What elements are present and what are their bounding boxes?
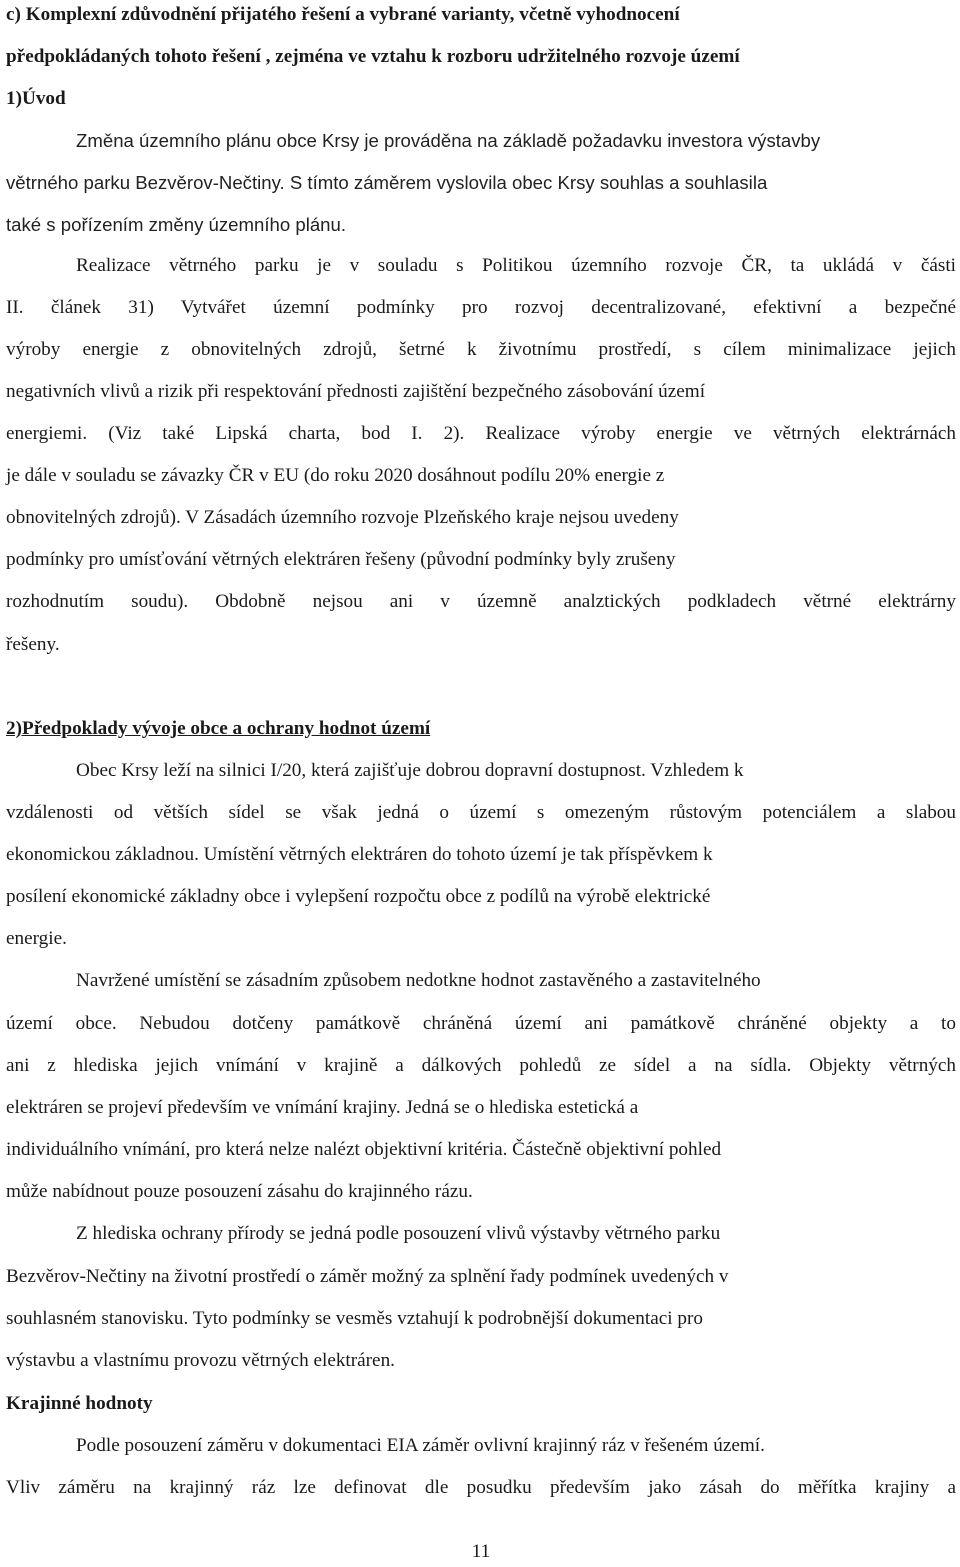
section-1-para-1-line: také s pořízením změny územního plánu. [6, 214, 347, 235]
landscape-para-line: Vliv záměru na krajinný ráz lze definovat dle posudku především jako zásah do měřítka krajiny a [6, 1477, 956, 1498]
subheading-landscape: Krajinné hodnoty [6, 1393, 153, 1414]
section-2-para-2-line: individuálního vnímání, pro která nelze nalézt objektivní kritéria. Částečně objektivní pohled [6, 1139, 722, 1160]
section-2-title: 2)Předpoklady vývoje obce a ochrany hodnot území [6, 718, 431, 739]
section-1-para-2-line: výroby energie z obnovitelných zdrojů, šetrné k životnímu prostředí, s cílem minimalizace jejich [6, 339, 956, 360]
section-1-para-2-line: negativních vlivů a rizik při respektování přednosti zajištění bezpečného zásobování území [6, 381, 706, 402]
section-1-para-2-line: Realizace větrného parku je v souladu s Politikou územního rozvoje ČR, ta ukládá v části [76, 255, 956, 276]
section-2-para-2-line: ani z hlediska jejich vnímání v krajině a dálkových pohledů ze sídel a na sídla. Objekty větrných [6, 1055, 956, 1076]
section-2-para-2-line: elektráren se projeví především ve vnímání krajiny. Jedná se o hlediska estetická a [6, 1097, 639, 1118]
heading-c-line-2: předpokládaných tohoto řešení , zejména ve vztahu k rozboru udržitelného rozvoje území [6, 46, 740, 67]
section-2-para-2-line: může nabídnout pouze posouzení zásahu do krajinného rázu. [6, 1181, 473, 1202]
section-1-title: 1)Úvod [6, 88, 66, 109]
section-2-para-1-line: posílení ekonomické základny obce i vylepšení rozpočtu obce z podílů na výrobě elektrické [6, 886, 711, 907]
section-1-para-2-line: II. článek 31) Vytvářet územní podmínky pro rozvoj decentralizované, efektivní a bezpečné [6, 297, 956, 318]
section-2-para-3-line: souhlasném stanovisku. Tyto podmínky se vesměs vztahují k podrobnější dokumentaci pro [6, 1308, 703, 1329]
heading-c-line-1: c) Komplexní zdůvodnění přijatého řešení a vybrané varianty, včetně vyhodnocení [6, 4, 680, 25]
section-2-para-1-line: energie. [6, 928, 67, 949]
page-number: 11 [471, 1541, 491, 1562]
section-1-para-2-line: obnovitelných zdrojů). V Zásadách územního rozvoje Plzeňského kraje nejsou uvedeny [6, 507, 679, 528]
section-2-para-3-line: výstavbu a vlastnímu provozu větrných elektráren. [6, 1350, 395, 1371]
section-2-para-1-line: ekonomickou základnou. Umístění větrných elektráren do tohoto území je tak příspěvkem k [6, 844, 713, 865]
section-1-para-2-line: energiemi. (Viz také Lipská charta, bod I. 2). Realizace výroby energie ve větrných elektrárnách [6, 423, 956, 444]
section-2-para-1-line: vzdálenosti od větších sídel se však jedná o území s omezeným růstovým potenciálem a slabou [6, 802, 956, 823]
section-2-para-2-line: území obce. Nebudou dotčeny památkově chráněná území ani památkově chráněné objekty a to [6, 1013, 956, 1034]
section-2-para-2-line: Navržené umístění se zásadním způsobem nedotkne hodnot zastavěného a zastavitelného [76, 970, 761, 991]
section-1-para-1-line: větrného parku Bezvěrov-Nečtiny. S tímto záměrem vyslovila obec Krsy souhlas a souhlasila [6, 172, 768, 193]
section-2-para-3-line: Bezvěrov-Nečtiny na životní prostředí o záměr možný za splnění řady podmínek uvedených v [6, 1266, 729, 1287]
section-1-para-2-line: řešeny. [6, 634, 60, 655]
section-1-para-2-line: je dále v souladu se závazky ČR v EU (do roku 2020 dosáhnout podílu 20% energie z [6, 465, 665, 486]
section-1-para-1-line: Změna územního plánu obce Krsy je prováděna na základě požadavku investora výstavby [76, 130, 821, 151]
section-2-para-1-line: Obec Krsy leží na silnici I/20, která zajišťuje dobrou dopravní dostupnost. Vzhledem k [76, 760, 744, 781]
section-1-para-2-line: podmínky pro umísťování větrných elektráren řešeny (původní podmínky byly zrušeny [6, 549, 676, 570]
section-1-para-2-line: rozhodnutím soudu). Obdobně nejsou ani v územně analztických podkladech větrné elektrárny [6, 591, 956, 612]
section-2-para-3-line: Z hlediska ochrany přírody se jedná podle posouzení vlivů výstavby větrného parku [76, 1223, 721, 1244]
landscape-para-line: Podle posouzení záměru v dokumentaci EIA záměr ovlivní krajinný ráz v řešeném území. [76, 1435, 765, 1456]
